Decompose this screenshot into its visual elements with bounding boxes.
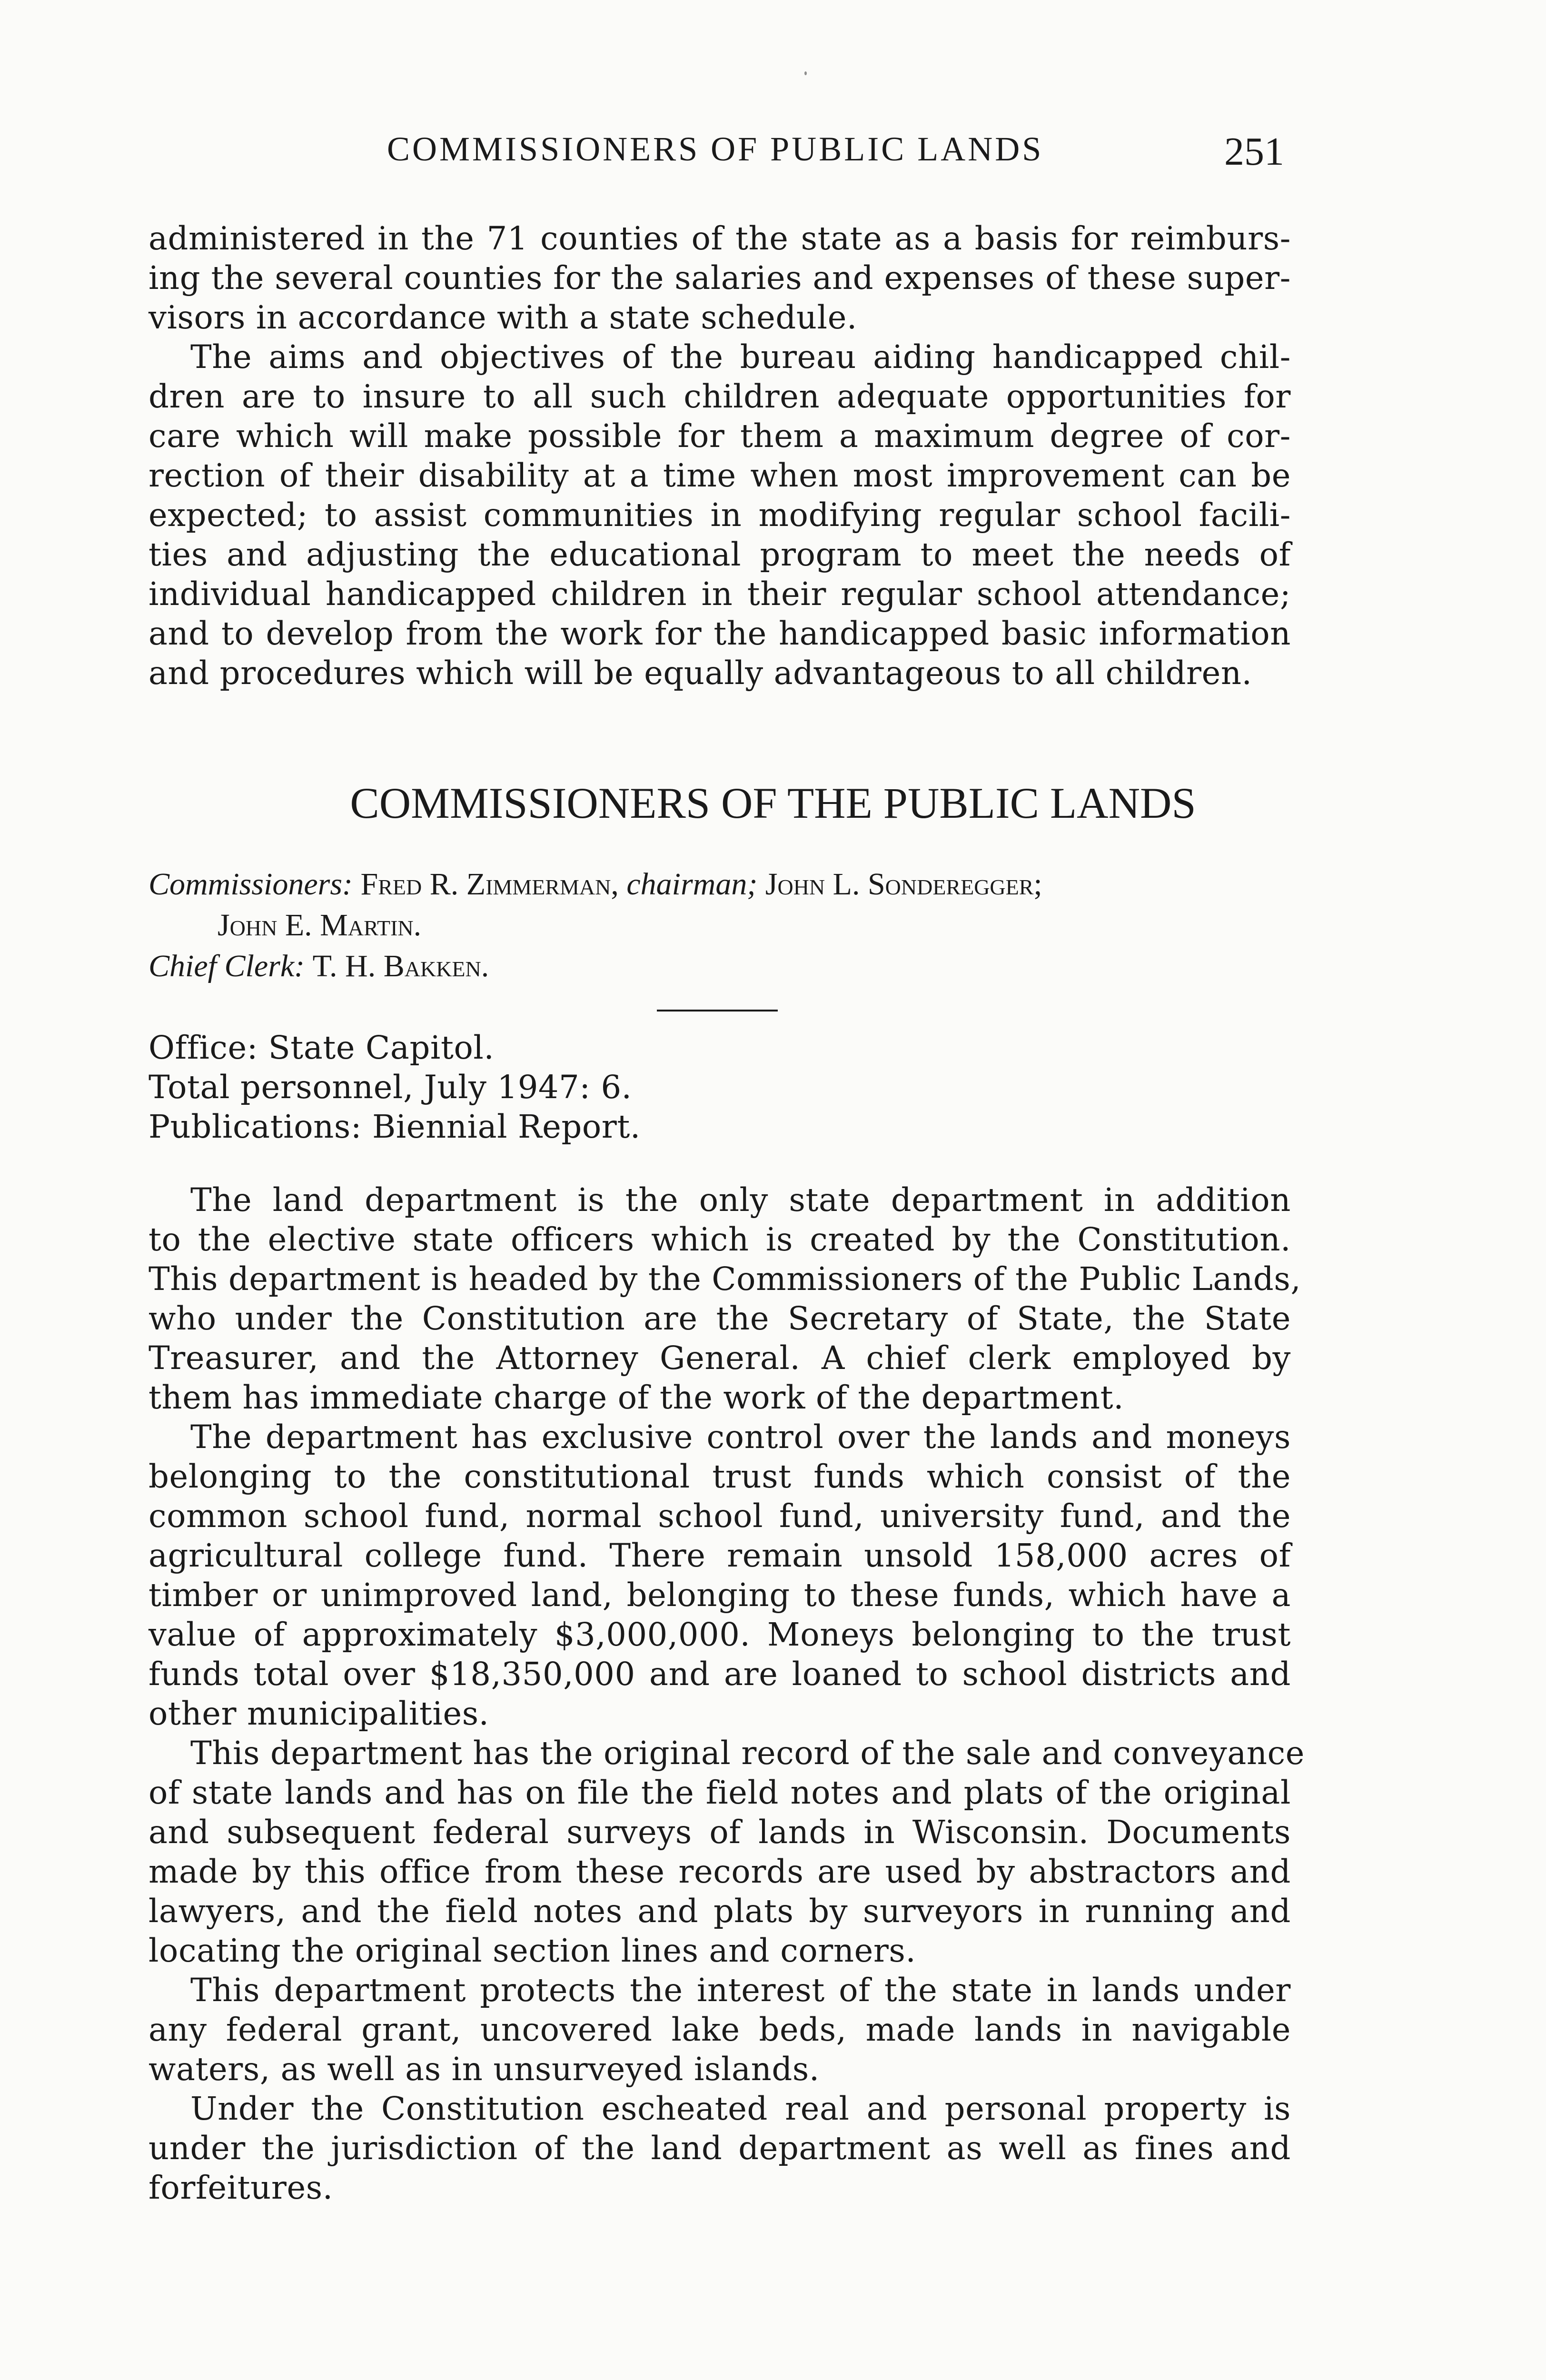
text-line: This department has the original record of the sale and conveyance <box>190 1735 1305 1772</box>
text-line: and to develop from the work for the handicapped basic information <box>149 615 1291 652</box>
text-line: and subsequent federal surveys of lands in Wisconsin. Documents <box>149 1814 1291 1851</box>
personnel-line: Total personnel, July 1947: 6. <box>149 1069 632 1106</box>
publications-line: Publications: Biennial Report. <box>149 1108 641 1145</box>
body-text <box>149 1180 1305 2208</box>
text-line: The department has exclusive control over the lands and moneys <box>190 1418 1291 1456</box>
text-line: timber or unimproved land, belonging to these funds, which have a <box>149 1577 1291 1614</box>
commissioners-label: Commissioners: <box>149 867 353 902</box>
text-line: other municipalities. <box>149 1695 489 1732</box>
text-line: of state lands and has on file the field notes and plats of the original <box>149 1774 1291 1811</box>
commissioners-line <box>149 905 1042 946</box>
text-line: funds total over $18,350,000 and are loaned to school districts and <box>149 1656 1291 1693</box>
text-line: dren are to insure to all such children adequate opportunities for <box>149 378 1291 415</box>
text-line: common school fund, normal school fund, university fund, and the <box>149 1497 1291 1535</box>
office-facts <box>149 1028 1291 1147</box>
text-line: ties and adjusting the educational program to meet the needs of <box>149 536 1291 573</box>
page-number: 251 <box>1224 129 1284 174</box>
text-line: under the jurisdiction of the land department as well as fines and <box>149 2130 1291 2167</box>
text-line: Under the Constitution escheated real and personal property is <box>190 2090 1291 2127</box>
text-line: agricultural college fund. There remain unsold 158,000 acres of <box>149 1537 1291 1574</box>
commissioner-name: John L. Sonderegger; <box>765 867 1042 902</box>
commissioner-name: John E. Martin. <box>218 908 422 942</box>
text-line: Treasurer, and the Attorney General. A chief clerk employed by <box>149 1339 1291 1377</box>
text-line: The land department is the only state department in addition <box>190 1181 1291 1219</box>
text-line: any federal grant, uncovered lake beds, made lands in navigable <box>149 2011 1291 2048</box>
text-line: waters, as well as in unsurveyed islands. <box>149 2051 820 2088</box>
text-line: made by this office from these records are used by abstractors and <box>149 1853 1291 1890</box>
scan-speck-mark <box>804 71 807 75</box>
text-line: to the elective state officers which is created by the Constitution. <box>149 1221 1291 1258</box>
text-line: individual handicapped children in their regular school attendance; <box>149 575 1291 613</box>
intro-text <box>149 219 1291 693</box>
commissioners-line <box>149 864 1042 905</box>
text-line: forfeitures. <box>149 2169 333 2206</box>
text-line: This department is headed by the Commissioners of the Public Lands, <box>149 1260 1301 1298</box>
text-line: The aims and objectives of the bureau aiding handicapped chil- <box>190 338 1291 376</box>
commissioner-name: Fred R. Zimmerman, <box>360 867 619 902</box>
text-line: visors in accordance with a state schedule. <box>149 299 857 336</box>
text-line: locating the original section lines and corners. <box>149 1932 916 1969</box>
chief-clerk-line <box>149 946 1042 987</box>
text-line: and procedures which will be equally advantageous to all children. <box>149 654 1252 692</box>
text-line: expected; to assist communities in modifying regular school facili- <box>149 496 1291 534</box>
office-line: Office: State Capitol. <box>149 1029 495 1066</box>
text-line: lawyers, and the field notes and plats by surveyors in running and <box>149 1893 1291 1930</box>
chief-clerk-label: Chief Clerk: <box>149 949 305 983</box>
divider-rule <box>657 1010 778 1012</box>
text-line: This department protects the interest of the state in lands under <box>190 1972 1291 2009</box>
officers-block <box>149 864 1042 987</box>
chairman-label: chairman; <box>626 867 758 902</box>
text-line: belonging to the constitutional trust funds which consist of the <box>149 1458 1291 1495</box>
text-line: them has immediate charge of the work of the department. <box>149 1379 1124 1416</box>
section-heading: COMMISSIONERS OF THE PUBLIC LANDS <box>350 779 1196 827</box>
chief-clerk-name: T. H. Bakken. <box>312 949 489 983</box>
text-line: administered in the 71 counties of the state as a basis for reimburs- <box>149 220 1291 257</box>
text-line: ing the several counties for the salaries and expenses of these super- <box>149 259 1291 297</box>
text-line: rection of their disability at a time when most improvement can be <box>149 457 1291 494</box>
text-line: care which will make possible for them a maximum degree of cor- <box>149 417 1291 455</box>
running-head: COMMISSIONERS OF PUBLIC LANDS <box>387 130 1044 168</box>
text-line: who under the Constitution are the Secretary of State, the State <box>149 1300 1291 1337</box>
text-line: value of approximately $3,000,000. Moneys belonging to the trust <box>149 1616 1291 1653</box>
